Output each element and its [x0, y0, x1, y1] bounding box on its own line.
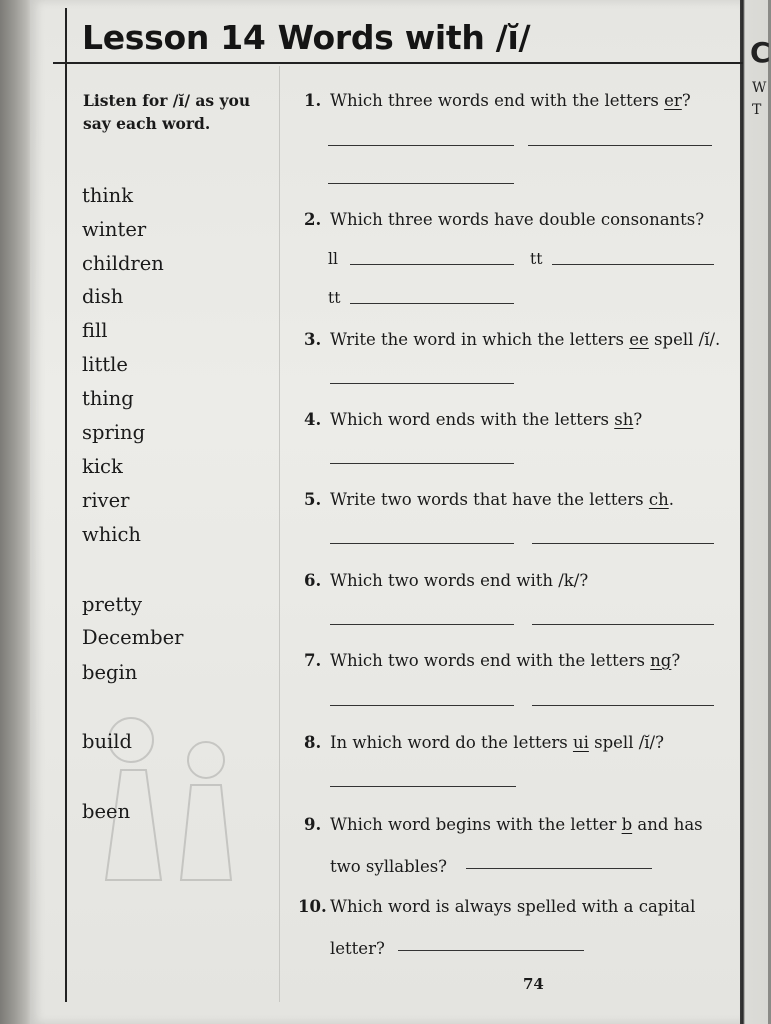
- question-text: Write the word in which the letters ee spell /ĭ/.: [330, 330, 721, 349]
- answer-blank[interactable]: [532, 705, 714, 706]
- lesson-topic-vowel: ĭ: [507, 18, 519, 57]
- question-text: Which three words have double consonants?: [330, 210, 705, 229]
- answer-blank[interactable]: [330, 786, 516, 787]
- question-number: 7.: [304, 651, 322, 670]
- answer-blank[interactable]: [528, 145, 712, 146]
- next-page-letter: C: [750, 36, 771, 69]
- answer-blank[interactable]: [330, 543, 514, 544]
- list-item: been: [82, 800, 131, 823]
- answer-blank[interactable]: [532, 624, 714, 625]
- question-number: 8.: [304, 733, 322, 752]
- question-text: Which word ends with the letters sh?: [330, 410, 643, 429]
- answer-blank[interactable]: [350, 264, 514, 265]
- answer-blank[interactable]: [328, 183, 514, 184]
- list-item: build: [82, 730, 132, 753]
- column-divider: [279, 66, 280, 1002]
- faded-illustration: [86, 700, 246, 890]
- answer-blank[interactable]: [466, 868, 652, 869]
- list-item: children: [82, 252, 164, 275]
- list-item: pretty: [82, 593, 143, 616]
- answer-blank[interactable]: [552, 264, 714, 265]
- question-number: 3.: [304, 330, 322, 349]
- list-item: winter: [82, 218, 147, 241]
- lesson-label: Lesson 14: [82, 18, 266, 57]
- question-number: 5.: [304, 490, 322, 509]
- lesson-title: [82, 18, 530, 57]
- question-text: Write two words that have the letters ch.: [330, 490, 674, 509]
- lesson-topic-suffix: /: [518, 18, 531, 57]
- question-text: Which word is always spelled with a capital: [330, 897, 696, 916]
- answer-blank[interactable]: [330, 383, 514, 384]
- question-text-continuation: two syllables?: [330, 857, 448, 876]
- list-item: think: [82, 184, 134, 207]
- page-number: 74: [523, 975, 544, 993]
- list-item: spring: [82, 421, 146, 444]
- list-item: little: [82, 353, 128, 376]
- answer-blank[interactable]: [532, 543, 714, 544]
- question-number: 10.: [298, 897, 327, 916]
- answer-blank[interactable]: [330, 624, 514, 625]
- list-item: river: [82, 489, 130, 512]
- list-item: December: [82, 626, 184, 649]
- question-number: 4.: [304, 410, 322, 429]
- list-item: fill: [82, 319, 108, 342]
- left-margin-rule: [65, 8, 67, 1002]
- answer-prefix: ll: [328, 250, 338, 268]
- question-number: 1.: [304, 91, 322, 110]
- question-text: Which word begins with the letter b and has: [330, 815, 703, 834]
- answer-blank[interactable]: [328, 145, 514, 146]
- question-text: Which three words end with the letters er?: [330, 91, 691, 110]
- list-item: begin: [82, 661, 138, 684]
- list-item: dish: [82, 285, 124, 308]
- list-item: kick: [82, 455, 123, 478]
- answer-prefix: tt: [328, 289, 341, 307]
- answer-blank[interactable]: [398, 950, 584, 951]
- question-number: 9.: [304, 815, 322, 834]
- list-item: thing: [82, 387, 134, 410]
- question-number: 6.: [304, 571, 322, 590]
- answer-blank[interactable]: [330, 463, 514, 464]
- instructions-text: Listen for /ĭ/ as you say each word.: [83, 91, 251, 133]
- next-page-letter: W: [752, 80, 767, 96]
- title-rule: [53, 62, 743, 64]
- lesson-topic-prefix: Words with /: [277, 18, 508, 57]
- question-number: 2.: [304, 210, 322, 229]
- question-text: Which two words end with /k/?: [330, 571, 589, 590]
- question-text: Which two words end with the letters ng?: [330, 651, 681, 670]
- next-page-letter: T: [752, 102, 762, 118]
- answer-prefix: tt: [530, 250, 543, 268]
- question-text-continuation: letter?: [330, 939, 385, 958]
- answer-blank[interactable]: [330, 705, 514, 706]
- list-item: which: [82, 523, 141, 546]
- question-text: In which word do the letters ui spell /ĭ/?: [330, 733, 664, 752]
- answer-blank[interactable]: [350, 303, 514, 304]
- next-page-edge: [740, 0, 771, 1024]
